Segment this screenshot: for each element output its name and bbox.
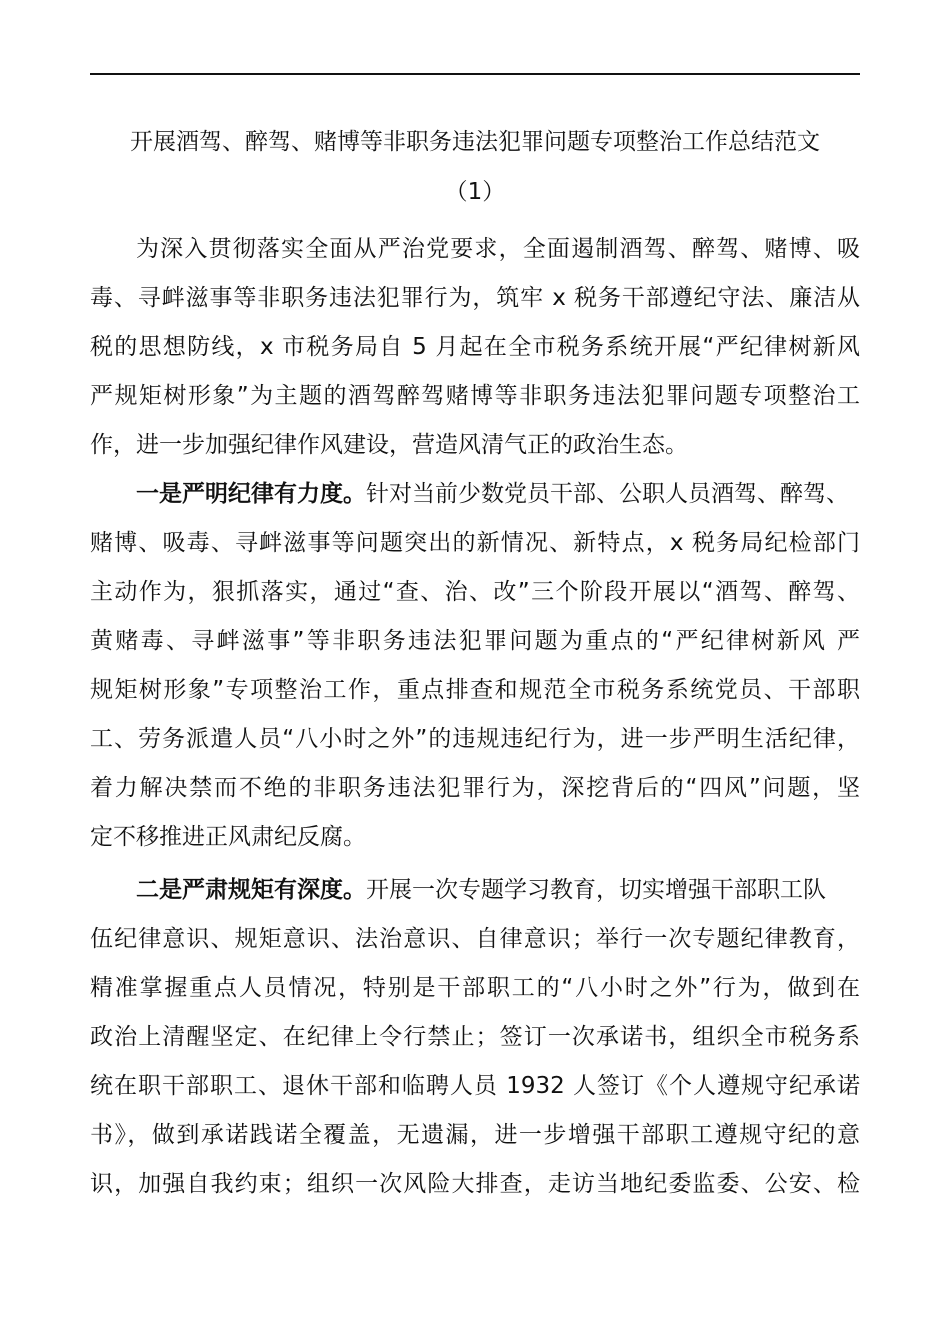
paragraph-line: 开展一次专题学习教育，切实增强干部职工队	[366, 877, 826, 903]
paragraph-line: 毒、寻衅滋事等非职务违法犯罪行为，筑牢 x 税务干部遵纪守法、廉洁从	[90, 285, 860, 311]
paragraph-line: 严规矩树形象”为主题的酒驾醉驾赌博等非职务违法犯罪问题专项整治工	[90, 383, 860, 409]
paragraph-intro	[90, 225, 860, 470]
paragraph-line: 针对当前少数党员干部、公职人员酒驾、醉驾、	[366, 481, 849, 507]
paragraph-rules	[90, 866, 860, 1209]
paragraph-line: 统在职干部职工、退休干部和临聘人员 1932 人签订《个人遵规守纪承诺	[90, 1073, 860, 1099]
paragraph-line: 规矩树形象”专项整治工作，重点排查和规范全市税务系统党员、干部职	[90, 677, 860, 703]
paragraph-discipline	[90, 470, 860, 862]
paragraph-line: 作，进一步加强纪律作风建设，营造风清气正的政治生态。	[90, 432, 688, 458]
paragraph-line: 工、劳务派遣人员“八小时之外”的违规违纪行为，进一步严明生活纪律，	[90, 726, 860, 752]
paragraph-line: 定不移推进正风肃纪反腐。	[90, 824, 366, 850]
paragraph-line: 黄赌毒、寻衅滋事”等非职务违法犯罪问题为重点的“严纪律树新风 严	[90, 628, 860, 654]
paragraph-lead: 二是严肃规矩有深度。	[136, 877, 366, 903]
paragraph-line: 书》，做到承诺践诺全覆盖，无遗漏，进一步增强干部职工遵规守纪的意	[90, 1122, 860, 1148]
paragraph-first-line	[90, 470, 860, 519]
document-title-number: （1）	[444, 179, 506, 205]
paragraph-line: 赌博、吸毒、寻衅滋事等问题突出的新情况、新特点，x 税务局纪检部门	[90, 530, 860, 556]
header-rule	[90, 73, 860, 75]
paragraph-line: 税的思想防线，x 市税务局自 5 月起在全市税务系统开展“严纪律树新风	[90, 334, 860, 360]
document-title: 开展酒驾、醉驾、赌博等非职务违法犯罪问题专项整治工作总结范文	[130, 129, 820, 155]
paragraph-first-line	[90, 866, 860, 915]
paragraph-line: 政治上清醒坚定、在纪律上令行禁止；签订一次承诺书，组织全市税务系	[90, 1024, 860, 1050]
paragraph-line: 精准掌握重点人员情况，特别是干部职工的“八小时之外”行为，做到在	[90, 975, 860, 1001]
paragraph-lead: 一是严明纪律有力度。	[136, 481, 366, 507]
paragraph-line: 为深入贯彻落实全面从严治党要求，全面遏制酒驾、醉驾、赌博、吸	[136, 236, 860, 262]
paragraph-line: 着力解决禁而不绝的非职务违法犯罪行为，深挖背后的“四风”问题，坚	[90, 775, 860, 801]
paragraph-line: 主动作为，狠抓落实，通过“查、治、改”三个阶段开展以“酒驾、醉驾、	[90, 579, 860, 605]
paragraph-line: 识，加强自我约束；组织一次风险大排查，走访当地纪委监委、公安、检	[90, 1171, 860, 1197]
paragraph-line: 伍纪律意识、规矩意识、法治意识、自律意识；举行一次专题纪律教育，	[90, 926, 860, 952]
